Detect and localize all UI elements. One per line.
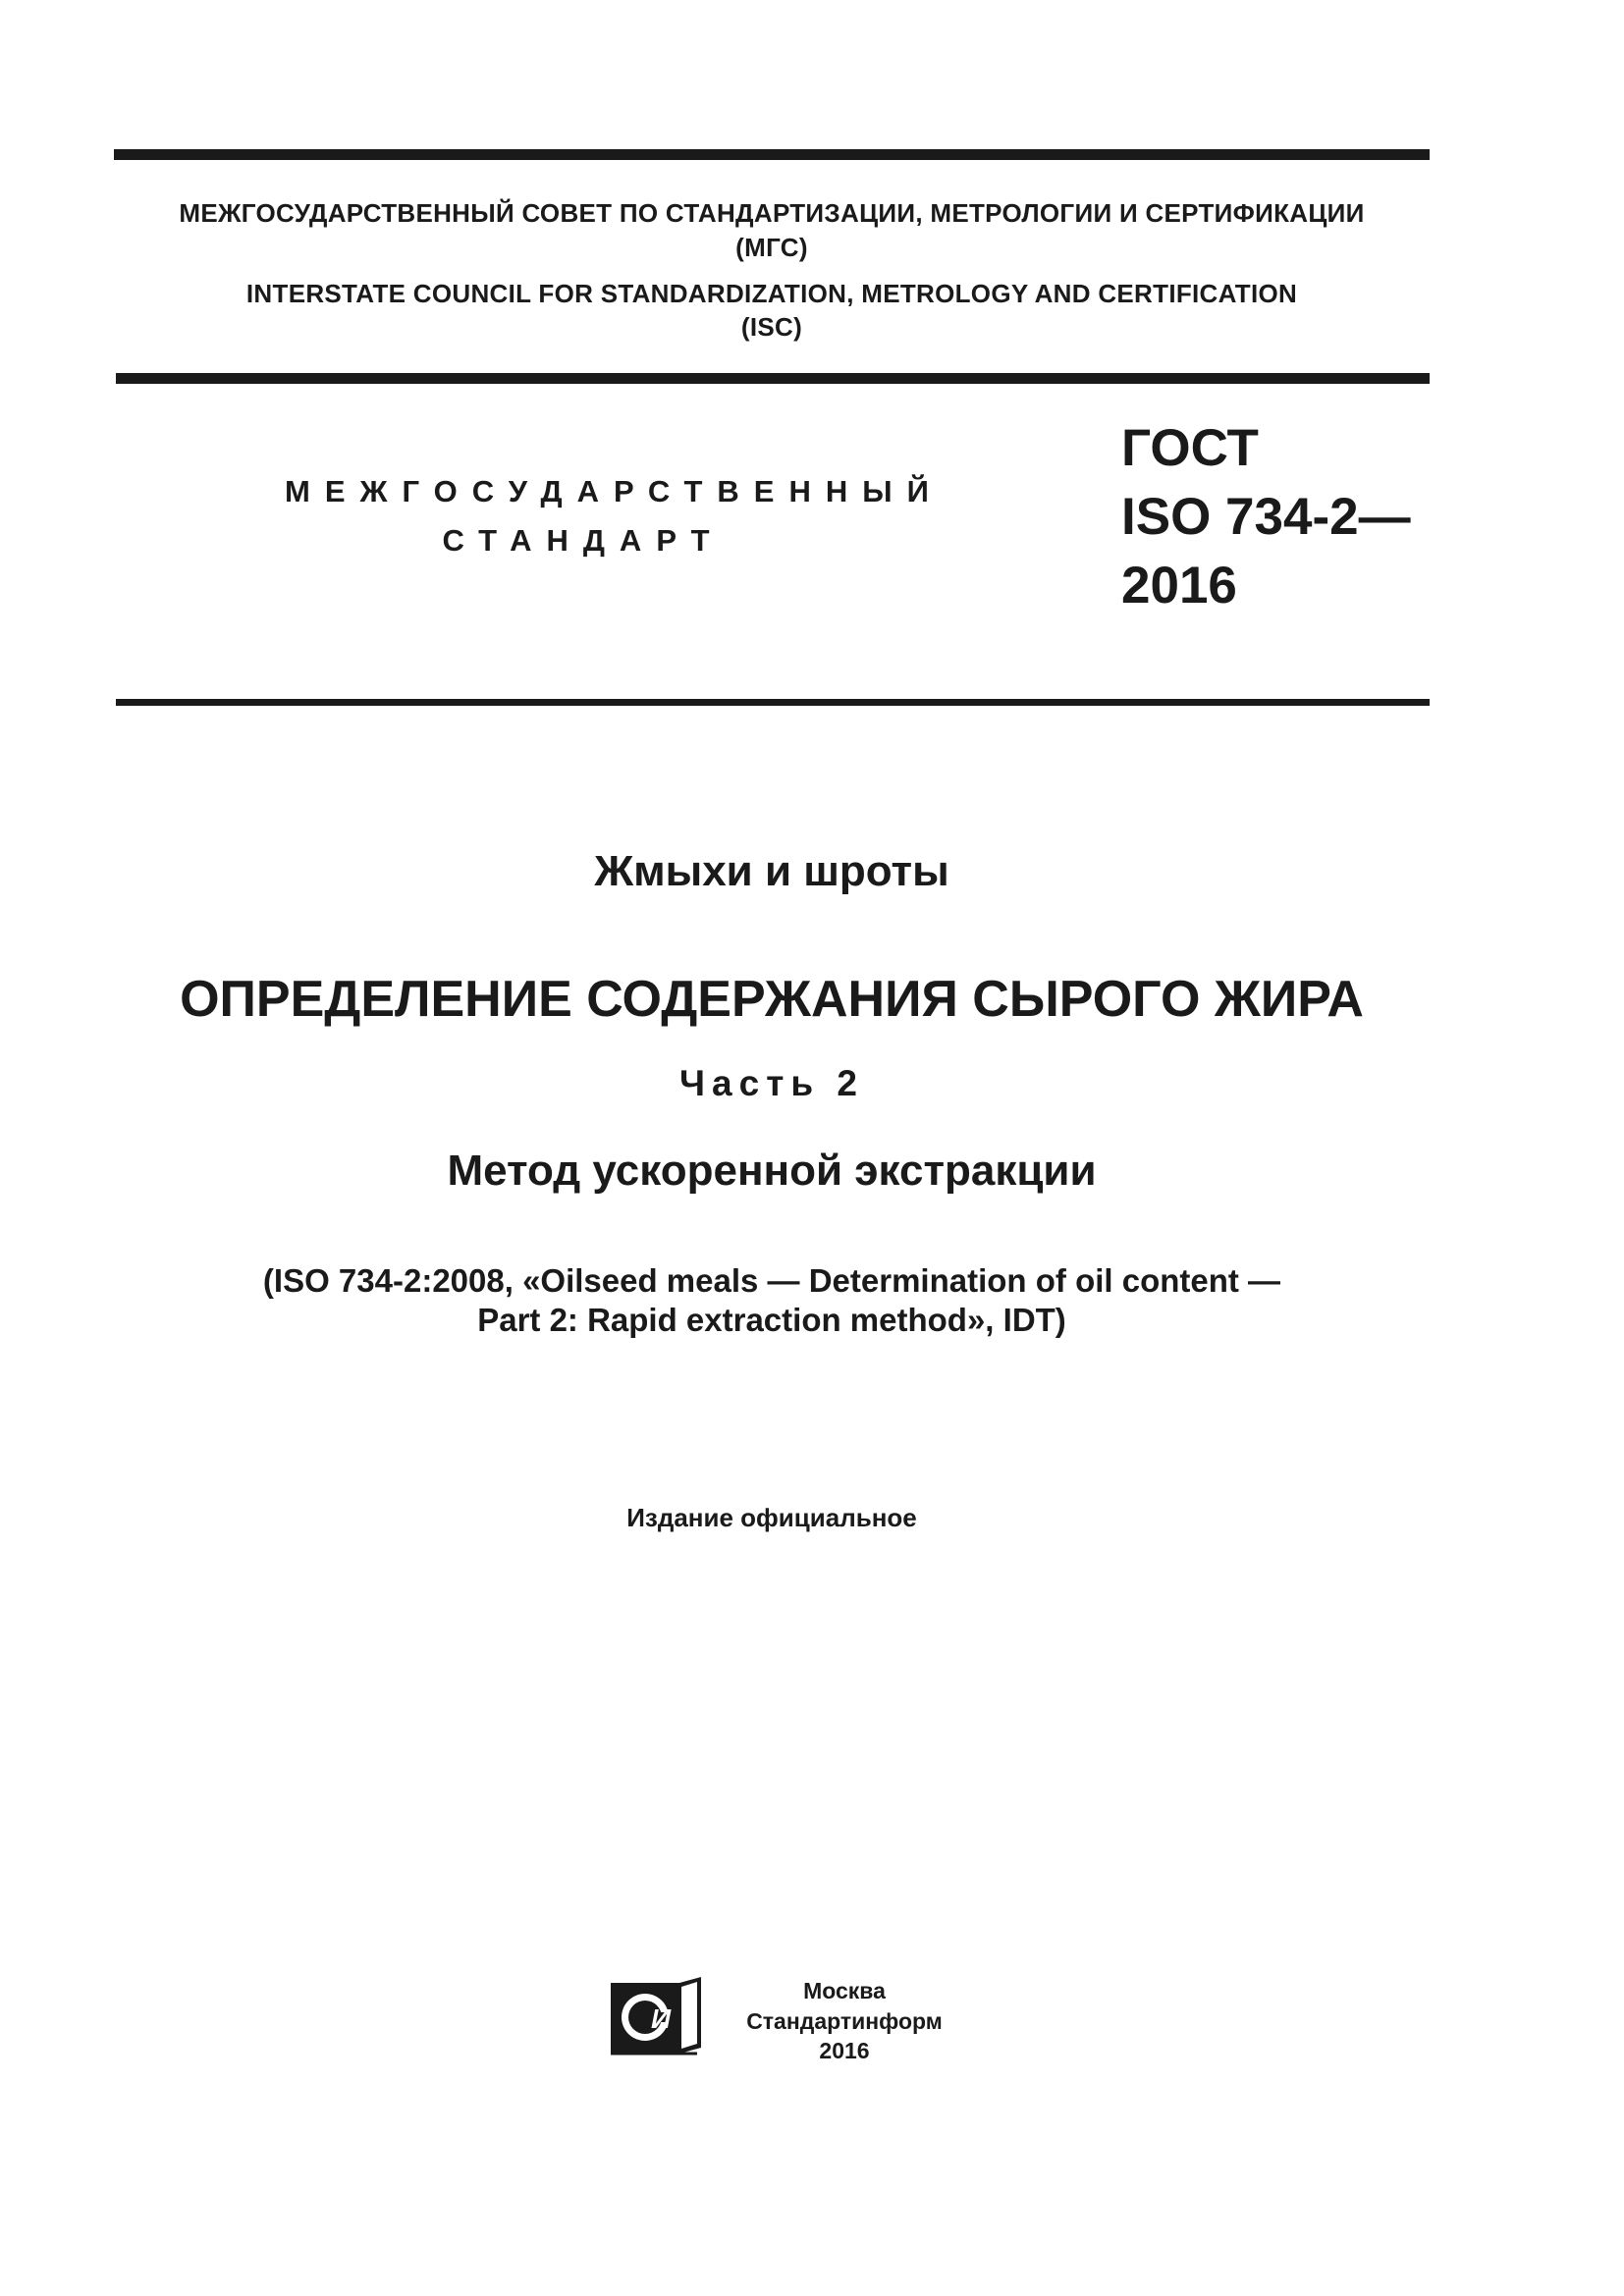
designation-line-3: 2016	[1121, 557, 1237, 614]
iso-reference-line-1: (ISO 734-2:2008, «Oilseed meals — Determination of oil content —	[262, 1262, 1281, 1299]
title-divider	[116, 699, 1430, 706]
edition-label: Издание официальное	[626, 1503, 917, 1532]
document-method: Метод ускоренной экстракции	[447, 1147, 1097, 1195]
document-part: Часть 2	[679, 1063, 864, 1103]
header-divider	[116, 373, 1430, 384]
publisher-name: Стандартинформ	[746, 2008, 943, 2034]
council-abbr-ru: (МГС)	[735, 233, 808, 262]
designation-line-1: ГОСТ	[1121, 419, 1259, 477]
svg-text:И: И	[651, 2003, 672, 2034]
council-abbr-en: (ISC)	[740, 312, 803, 342]
document-main-title: ОПРЕДЕЛЕНИЕ СОДЕРЖАНИЯ СЫРОГО ЖИРА	[180, 971, 1364, 1028]
standartinform-logo-icon	[609, 1977, 707, 2057]
council-name-ru: МЕЖГОСУДАРСТВЕННЫЙ СОВЕТ ПО СТАНДАРТИЗАЦИИ, МЕТРОЛОГИИ И СЕРТИФИКАЦИИ	[179, 198, 1365, 228]
designation-line-2: ISO 734-2—	[1121, 488, 1411, 546]
top-divider	[114, 149, 1430, 160]
publisher-city: Москва	[803, 1978, 886, 2003]
council-name-en: INTERSTATE COUNCIL FOR STANDARDIZATION, METROLOGY AND CERTIFICATION	[245, 279, 1298, 308]
standard-type-line-2: СТАНДАРТ	[442, 523, 725, 558]
iso-reference-line-2: Part 2: Rapid extraction method», IDT)	[477, 1302, 1066, 1338]
document-subject: Жмыхи и шроты	[594, 847, 949, 895]
standard-type-line-1: МЕЖГОСУДАРСТВЕННЫЙ	[285, 474, 944, 508]
publisher-year: 2016	[819, 2038, 870, 2063]
